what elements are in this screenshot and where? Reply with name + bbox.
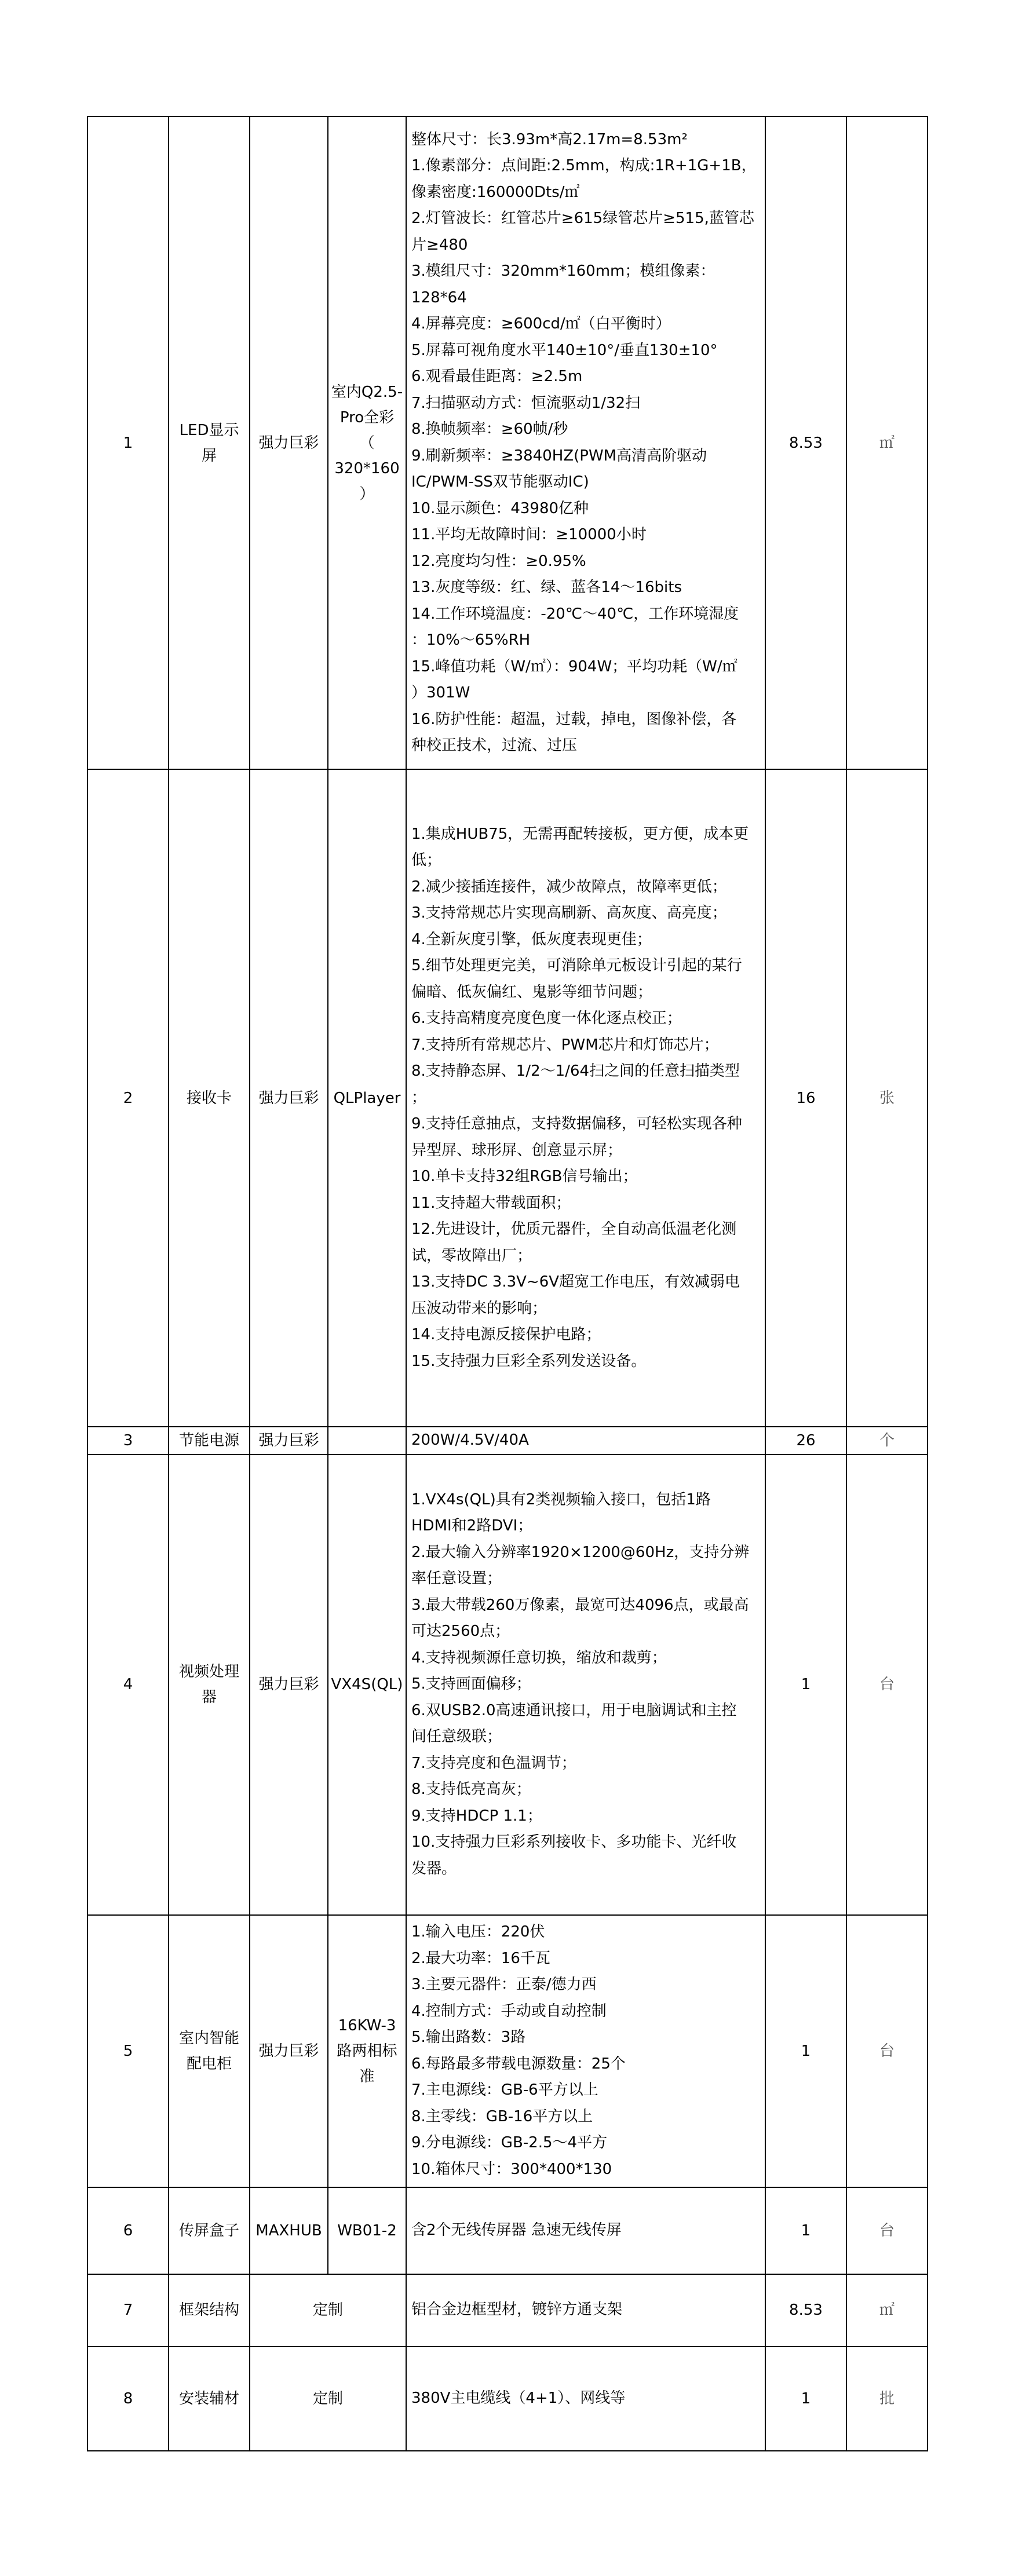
item-name-line: 器 xyxy=(201,1689,217,1706)
model-cell xyxy=(328,1427,406,1455)
spec-line: 9.刷新频率：≥3840HZ(PWM高清高阶驱动 xyxy=(411,447,707,465)
spec-line: 7.支持亮度和色温调节； xyxy=(411,1754,576,1772)
item-name-cell xyxy=(169,2347,250,2451)
table-row xyxy=(87,2187,928,2274)
spec-line: 15.峰值功耗（W/㎡）：904W；平均功耗（W/㎡ xyxy=(411,657,737,675)
item-number-cell: 3 xyxy=(87,1427,169,1455)
spec-line: 发器。 xyxy=(411,1859,457,1877)
unit-cell: 个 xyxy=(846,1427,928,1455)
spec-line: ：10%～65%RH xyxy=(411,631,531,649)
spec-line: 11.平均无故障时间：≥10000小时 xyxy=(411,526,647,543)
spec-line: 含2个无线传屏器 急速无线传屏 xyxy=(411,2221,622,2239)
spec-line: 8.支持低亮高灰； xyxy=(411,1781,531,1799)
brand-line: 强力巨彩 xyxy=(258,434,319,452)
item-name-line: 节能电源 xyxy=(178,1431,239,1449)
table-row xyxy=(87,116,928,769)
brand-cell xyxy=(250,1427,328,1455)
spec-cell xyxy=(406,116,765,769)
spec-line: 率任意设置； xyxy=(411,1570,502,1588)
quantity-cell: 8.53 xyxy=(765,116,846,769)
unit-cell: 台 xyxy=(846,1915,928,2187)
item-number-cell: 8 xyxy=(87,2347,169,2451)
spec-line: 2.灯管波长：红管芯片≥615绿管芯片≥515,蓝管芯 xyxy=(411,210,754,227)
item-name-line: 框架结构 xyxy=(178,2301,239,2319)
model-line: WB01-2 xyxy=(337,2221,397,2239)
item-name-cell xyxy=(169,1427,250,1455)
quantity-cell: 26 xyxy=(765,1427,846,1455)
spec-line: 6.支持高精度亮度色度一体化逐点校正； xyxy=(411,1010,682,1028)
model-line: 准 xyxy=(359,2067,375,2085)
spec-line: 380V主电缆线（4+1）、网线等 xyxy=(411,2389,626,2407)
spec-line: 像素密度:160000Dts/㎡ xyxy=(411,183,580,201)
unit-cell: ㎡ xyxy=(846,2274,928,2347)
item-name-line: LED显示 xyxy=(179,421,239,439)
brand-line: 强力巨彩 xyxy=(258,1676,319,1693)
spec-line: 128*64 xyxy=(411,288,467,306)
spec-line: 10.单卡支持32组RGB信号输出； xyxy=(411,1168,638,1186)
spec-line: 2.最大输入分辨率1920×1200@60Hz，支持分辨 xyxy=(411,1543,750,1561)
brand-line: 强力巨彩 xyxy=(258,1431,319,1449)
model-cell xyxy=(328,2187,406,2274)
unit-cell: ㎡ xyxy=(846,116,928,769)
spec-line: 14.工作环境温度：-20℃～40℃，工作环境湿度 xyxy=(411,605,739,623)
spec-line: 9.分电源线：GB-2.5～4平方 xyxy=(411,2134,608,2151)
spec-line: 9.支持任意抽点，支持数据偏移，可轻松实现各种 xyxy=(411,1115,742,1133)
spec-line: 5.输出路数：3路 xyxy=(411,2029,526,2046)
spec-line: 5.屏幕可视角度水平140±10°/垂直130±10° xyxy=(411,341,718,359)
item-name-cell xyxy=(169,2187,250,2274)
spec-line: 整体尺寸：长3.93m*高2.17m=8.53m² xyxy=(411,130,688,148)
item-number-cell: 6 xyxy=(87,2187,169,2274)
item-name-line: 安装辅材 xyxy=(178,2389,239,2407)
spec-cell xyxy=(406,2347,765,2451)
model-line: 320*160 xyxy=(334,459,400,477)
model-line: Pro全彩 xyxy=(339,408,395,426)
quantity-cell: 1 xyxy=(765,2187,846,2274)
spec-line: 4.支持视频源任意切换，缩放和裁剪； xyxy=(411,1649,667,1667)
brand-cell xyxy=(250,1455,328,1915)
unit-cell: 张 xyxy=(846,769,928,1427)
spec-line: 7.扫描驱动方式：恒流驱动1/32扫 xyxy=(411,394,641,412)
spec-line: 7.主电源线：GB-6平方以上 xyxy=(411,2081,598,2099)
unit-cell: 台 xyxy=(846,1455,928,1915)
brand-model-cell: 定制 xyxy=(250,2347,406,2451)
spec-line: 10.显示颜色：43980亿种 xyxy=(411,499,589,517)
quantity-cell: 1 xyxy=(765,1915,846,2187)
spec-cell xyxy=(406,2274,765,2347)
spec-line: 1.集成HUB75，无需再配转接板，更方便，成本更 xyxy=(411,825,749,843)
unit-cell: 批 xyxy=(846,2347,928,2451)
item-name-line: 屏 xyxy=(201,447,217,465)
item-name-line: 传屏盒子 xyxy=(178,2221,239,2239)
item-number-cell: 5 xyxy=(87,1915,169,2187)
spec-line: 5.细节处理更完美，可消除单元板设计引起的某行 xyxy=(411,957,742,975)
spec-line: 16.防护性能：超温，过载，掉电，图像补偿，各 xyxy=(411,710,737,728)
spec-line: ）301W xyxy=(411,684,470,701)
item-name-line: 接收卡 xyxy=(186,1089,232,1107)
spec-line: 6.每路最多带载电源数量：25个 xyxy=(411,2055,626,2073)
spec-cell xyxy=(406,1455,765,1915)
model-line: 16KW-3 xyxy=(338,2016,396,2034)
model-line: QLPlayer xyxy=(333,1089,401,1107)
spec-line: 11.支持超大带载面积； xyxy=(411,1194,571,1212)
spec-line: 可达2560点； xyxy=(411,1623,510,1640)
brand-cell xyxy=(250,1915,328,2187)
model-line: 室内Q2.5- xyxy=(331,383,403,401)
spec-line: IC/PWM-SS双节能驱动IC) xyxy=(411,473,589,491)
brand-line: 强力巨彩 xyxy=(258,1089,319,1107)
item-name-line: 配电柜 xyxy=(186,2055,232,2073)
brand-line: MAXHUB xyxy=(255,2221,322,2239)
quantity-cell: 16 xyxy=(765,769,846,1427)
spec-cell xyxy=(406,769,765,1427)
spec-cell xyxy=(406,2187,765,2274)
spec-line: 压波动带来的影响； xyxy=(411,1299,547,1317)
spec-line: 8.支持静态屏、1/2～1/64扫之间的任意扫描类型 xyxy=(411,1062,740,1080)
spec-line: 试，零故障出厂； xyxy=(411,1247,532,1265)
spec-line: 13.支持DC 3.3V~6V超宽工作电压，有效减弱电 xyxy=(411,1273,740,1291)
spec-line: HDMI和2路DVI； xyxy=(411,1517,533,1535)
unit-cell: 台 xyxy=(846,2187,928,2274)
model-cell xyxy=(328,769,406,1427)
equipment-table xyxy=(87,116,928,2451)
spec-line: 8.主零线：GB-16平方以上 xyxy=(411,2107,593,2125)
spec-line: 12.亮度均匀性：≥0.95% xyxy=(411,552,586,570)
table-row xyxy=(87,2274,928,2347)
spec-line: 13.灰度等级：红、绿、蓝各14～16bits xyxy=(411,579,682,596)
spec-line: 4.控制方式：手动或自动控制 xyxy=(411,2002,607,2020)
spec-line: 偏暗、低灰偏红、鬼影等细节问题； xyxy=(411,983,653,1001)
spec-line: 3.最大带载260万像素，最宽可达4096点，或最高 xyxy=(411,1596,749,1614)
model-line: 路两相标 xyxy=(337,2042,397,2060)
spec-line: 9.支持HDCP 1.1； xyxy=(411,1807,542,1825)
spec-line: 低； xyxy=(411,852,442,869)
spec-line: 10.支持强力巨彩系列接收卡、多功能卡、光纤收 xyxy=(411,1833,737,1851)
spec-line: 片≥480 xyxy=(411,236,468,254)
brand-cell xyxy=(250,2187,328,2274)
spec-line: 1.VX4s(QL)具有2类视频输入接口，包括1路 xyxy=(411,1490,711,1508)
item-name-line: 视频处理 xyxy=(178,1663,239,1680)
item-number-cell: 1 xyxy=(87,116,169,769)
spec-line: 1.输入电压：220伏 xyxy=(411,1923,545,1941)
spec-line: 10.箱体尺寸：300*400*130 xyxy=(411,2160,612,2178)
model-cell xyxy=(328,1455,406,1915)
spec-line: 200W/4.5V/40A xyxy=(411,1431,529,1449)
spec-line: 异型屏、球形屏、创意显示屏； xyxy=(411,1141,623,1159)
spec-line: 7.支持所有常规芯片、PWM芯片和灯饰芯片； xyxy=(411,1036,719,1054)
spec-line: 2.最大功率：16千瓦 xyxy=(411,1949,550,1967)
spec-line: 15.支持强力巨彩全系列发送设备。 xyxy=(411,1352,647,1370)
table-row xyxy=(87,1915,928,2187)
spec-line: ； xyxy=(411,1088,427,1106)
model-line: （ xyxy=(359,434,375,452)
brand-model-cell: 定制 xyxy=(250,2274,406,2347)
spec-line: 12.先进设计，优质元器件，全自动高低温老化测 xyxy=(411,1221,737,1238)
spec-line: 6.观看最佳距离：≥2.5m xyxy=(411,368,583,385)
model-line: VX4S(QL) xyxy=(331,1676,403,1693)
model-cell xyxy=(328,1915,406,2187)
spec-line: 1.像素部分：点间距:2.5mm，构成:1R+1G+1B， xyxy=(411,157,757,174)
item-name-cell xyxy=(169,1455,250,1915)
item-name-cell xyxy=(169,2274,250,2347)
spec-line: 3.模组尺寸：320mm*160mm；模组像素： xyxy=(411,262,715,280)
spec-line: 14.支持电源反接保护电路； xyxy=(411,1326,601,1344)
item-number-cell: 2 xyxy=(87,769,169,1427)
table-row xyxy=(87,1427,928,1455)
brand-cell xyxy=(250,116,328,769)
item-name-cell xyxy=(169,116,250,769)
spec-line: 6.双USB2.0高速通讯接口，用于电脑调试和主控 xyxy=(411,1701,737,1719)
item-name-line: 室内智能 xyxy=(178,2029,239,2047)
quantity-cell: 1 xyxy=(765,1455,846,1915)
model-cell xyxy=(328,116,406,769)
spec-line: 种校正技术，过流、过压 xyxy=(411,737,578,754)
table-row xyxy=(87,1455,928,1915)
item-name-cell xyxy=(169,769,250,1427)
spec-line: 4.屏幕亮度：≥600cd/㎡（白平衡时） xyxy=(411,315,671,332)
quantity-cell: 1 xyxy=(765,2347,846,2451)
brand-cell xyxy=(250,769,328,1427)
item-number-cell: 4 xyxy=(87,1455,169,1915)
item-name-cell xyxy=(169,1915,250,2187)
spec-line: 3.支持常规芯片实现高刷新、高灰度、高亮度； xyxy=(411,904,727,922)
table-row xyxy=(87,769,928,1427)
brand-line: 强力巨彩 xyxy=(258,2042,319,2060)
spec-line: 间任意级联； xyxy=(411,1728,502,1746)
spec-line: 铝合金边框型材，镀锌方通支架 xyxy=(411,2301,623,2319)
spec-line: 2.减少接插连接件，减少故障点，故障率更低； xyxy=(411,878,727,896)
spec-cell xyxy=(406,1915,765,2187)
spec-line: 8.换帧频率：≥60帧/秒 xyxy=(411,421,568,438)
spec-line: 3.主要元器件：正泰/德力西 xyxy=(411,1976,597,1993)
spec-line: 4.全新灰度引擎，低灰度表现更佳； xyxy=(411,930,652,948)
model-line: ） xyxy=(359,485,375,503)
item-number-cell: 7 xyxy=(87,2274,169,2347)
table-row xyxy=(87,2347,928,2451)
spec-line: 5.支持画面偏移； xyxy=(411,1675,531,1693)
quantity-cell: 8.53 xyxy=(765,2274,846,2347)
spec-cell xyxy=(406,1427,765,1455)
